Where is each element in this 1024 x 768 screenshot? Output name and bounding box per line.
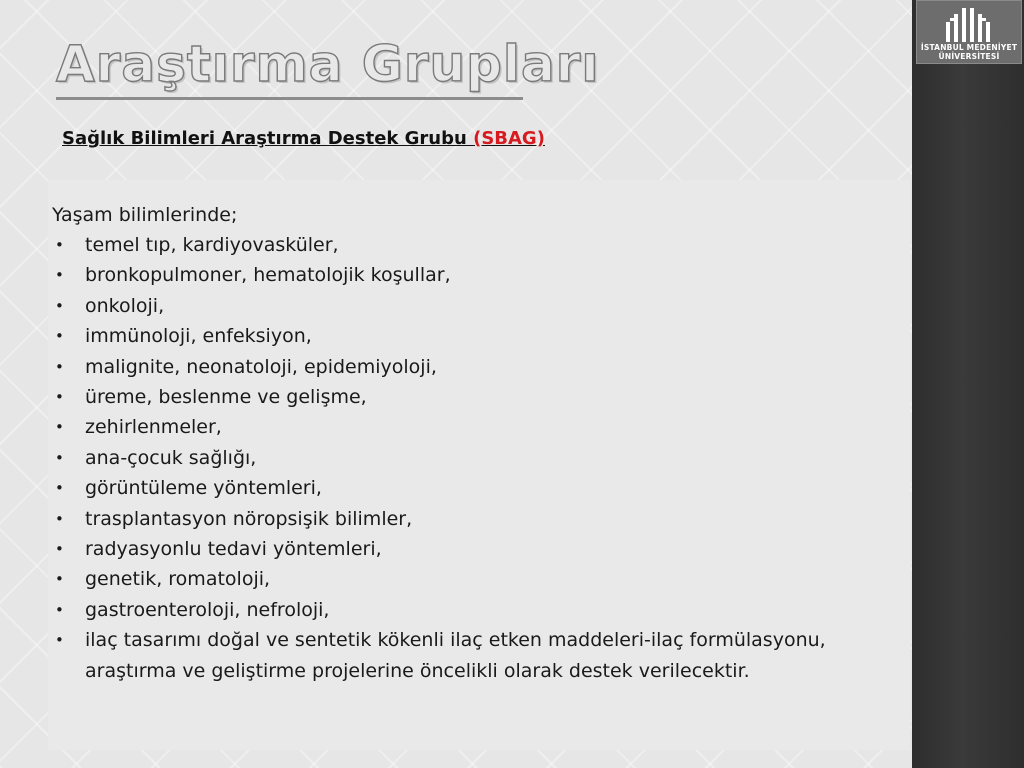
list-item-text: temel tıp, kardiyovasküler, [85, 234, 339, 256]
slide-title: Araştırma Grupları [56, 35, 600, 93]
intro-text: Yaşam bilimlerinde; [52, 204, 238, 226]
list-item-text: immünoloji, enfeksiyon, [85, 325, 312, 348]
list-item [52, 443, 882, 473]
list-item [52, 504, 882, 534]
bullet-icon: • [55, 296, 64, 315]
list-item [52, 382, 882, 412]
list-item-text: bronkopulmoner, hematolojik koşullar, [85, 264, 451, 287]
right-sidebar-bar [912, 0, 1024, 768]
bullet-icon: • [55, 357, 64, 376]
list-item [52, 352, 882, 382]
bullet-icon: • [55, 570, 64, 589]
list-item-text: üreme, beslenme ve gelişme, [85, 386, 367, 409]
logo-text-line2: ÜNİVERSİTESİ [938, 52, 1000, 61]
title-underline [56, 97, 523, 100]
list-item-text: ilaç tasarımı doğal ve sentetik kökenli ilaç etken maddeleri-ilaç formülasyonu, araştırma ve geliştirme projelerine öncelikli olarak destek verilecektir. [85, 629, 826, 682]
list-item [52, 291, 882, 321]
list-item-text: radyasyonlu tedavi yöntemleri, [85, 538, 382, 561]
list-item [52, 534, 882, 564]
list-item [52, 412, 882, 442]
list-item [52, 260, 882, 290]
subheading-text: Sağlık Bilimleri Araştırma Destek Grubu [62, 128, 474, 149]
bullet-icon: • [55, 479, 64, 498]
bullet-icon: • [55, 509, 64, 528]
list-item-text: malignite, neonatoloji, epidemiyoloji, [85, 355, 437, 378]
bullet-icon: • [55, 327, 64, 346]
bullet-icon: • [55, 540, 64, 559]
list-item [52, 473, 882, 503]
list-item-text: genetik, romatoloji, [85, 568, 271, 591]
bullet-icon: • [55, 236, 64, 254]
logo-text-line1: İSTANBUL MEDENİYET [920, 43, 1018, 52]
list-item [52, 564, 882, 594]
bullet-icon: • [55, 631, 64, 650]
list-item-text: ana-çocuk sağlığı, [85, 446, 257, 469]
university-bars-icon [944, 6, 996, 42]
bullet-icon: • [55, 266, 64, 285]
list-item-text: zehirlenmeler, [85, 416, 222, 439]
slide-subheading [62, 128, 545, 149]
bullet-icon: • [55, 388, 64, 407]
topics-list [52, 230, 882, 686]
bullet-icon: • [55, 600, 64, 619]
list-item-text: gastroenteroloji, nefroloji, [85, 598, 330, 621]
list-item-text: onkoloji, [85, 294, 165, 317]
bullet-icon: • [55, 418, 64, 437]
bullet-icon: • [55, 448, 64, 467]
list-item [52, 230, 882, 260]
subheading-abbreviation: (SBAG) [473, 128, 545, 149]
university-logo [916, 0, 1022, 64]
list-item-text: trasplantasyon nöropsişik bilimler, [85, 507, 413, 530]
list-item [52, 625, 882, 686]
list-item [52, 321, 882, 351]
list-item [52, 595, 882, 625]
list-item-text: görüntüleme yöntemleri, [85, 477, 322, 500]
